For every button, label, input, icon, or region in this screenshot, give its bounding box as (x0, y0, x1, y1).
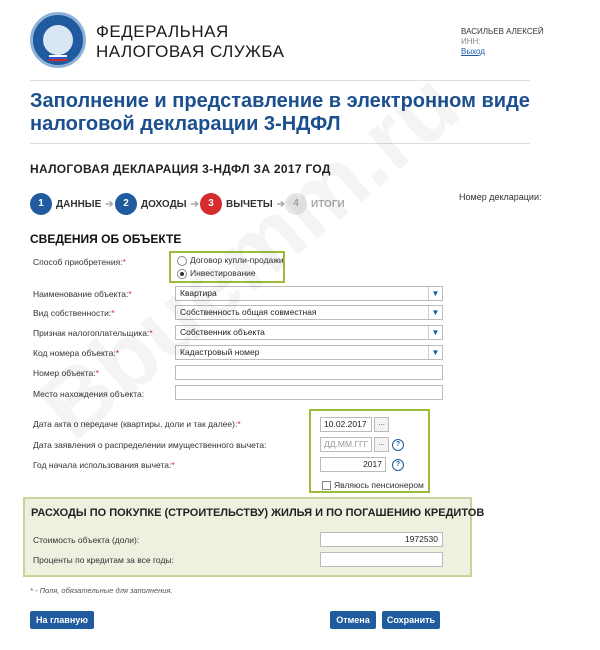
step-label: ИТОГИ (311, 198, 345, 210)
object-location-label: Место нахождения объекта: (33, 389, 145, 399)
step-deductions[interactable] (200, 193, 285, 215)
chevron-down-icon[interactable]: ▼ (428, 306, 442, 319)
step-label: ДОХОДЫ (141, 198, 187, 210)
cost-input[interactable]: 1972530 (320, 532, 443, 547)
declaration-number-label: Номер декларации: (459, 192, 542, 202)
arrow-icon: ➔ (276, 198, 285, 210)
help-icon[interactable]: ? (392, 459, 404, 471)
step-label: ДАННЫЕ (56, 198, 102, 210)
object-location-input[interactable] (175, 385, 443, 400)
expenses-title: РАСХОДЫ ПО ПОКУПКЕ (СТРОИТЕЛЬСТВУ) ЖИЛЬЯ И ПО ПОГАШЕНИЮ КРЕДИТОВ (31, 507, 485, 519)
user-name: ВАСИЛЬЕВ АЛЕКСЕЙ (461, 27, 544, 36)
year-input[interactable]: 2017 (320, 457, 386, 472)
radio-purchase[interactable]: Договор купли-продажи (177, 255, 284, 266)
object-name-select[interactable]: Квартира ▼ (175, 286, 443, 301)
section-title-object: СВЕДЕНИЯ ОБ ОБЪЕКТЕ (30, 232, 182, 246)
calendar-button[interactable]: ... (374, 417, 389, 432)
user-info (461, 27, 544, 57)
divider (30, 80, 530, 81)
object-code-label: Код номера объекта:* (33, 348, 119, 358)
radio-button[interactable] (177, 269, 187, 279)
org-name-line1: ФЕДЕРАЛЬНАЯ (96, 22, 229, 41)
act-date-input[interactable]: 10.02.2017 (320, 417, 372, 432)
year-label: Год начала использования вычета:* (33, 460, 175, 470)
checkbox[interactable] (322, 481, 331, 490)
statement-date-label: Дата заявления о распределении имущественного вычета: (33, 440, 267, 450)
inn-label: ИНН: (461, 37, 481, 46)
save-button[interactable]: Сохранить (382, 611, 440, 629)
radio-button[interactable] (177, 256, 187, 266)
arrow-icon: ➔ (105, 198, 114, 210)
radio-investment[interactable]: Инвестирование (177, 268, 256, 279)
act-date-label: Дата акта о передаче (квартиры, доли и так далее):* (33, 419, 241, 429)
help-icon[interactable]: ? (392, 439, 404, 451)
header (0, 0, 600, 80)
step-number: 4 (285, 193, 307, 215)
ownership-select[interactable]: Собственность общая совместная ▼ (175, 305, 443, 320)
fns-logo (30, 12, 86, 68)
object-number-input[interactable] (175, 365, 443, 380)
step-label: ВЫЧЕТЫ (226, 198, 273, 210)
chevron-down-icon[interactable]: ▼ (428, 326, 442, 339)
cost-label: Стоимость объекта (доли): (33, 535, 140, 545)
step-number: 3 (200, 193, 222, 215)
required-note: * - Поля, обязательные для заполнения. (30, 586, 173, 595)
step-income[interactable] (115, 193, 199, 215)
ownership-label: Вид собственности:* (33, 308, 115, 318)
org-name-line2: НАЛОГОВАЯ СЛУЖБА (96, 42, 285, 61)
step-number: 1 (30, 193, 52, 215)
page-title: Заполнение и представление в электронном виде налоговой декларации 3-НДФЛ (30, 90, 530, 135)
declaration-title: НАЛОГОВАЯ ДЕКЛАРАЦИЯ 3-НДФЛ ЗА 2017 ГОД (30, 162, 331, 176)
interest-input[interactable] (320, 552, 443, 567)
chevron-down-icon[interactable]: ▼ (428, 287, 442, 300)
cancel-button[interactable]: Отмена (330, 611, 376, 629)
taxpayer-select[interactable]: Собственник объекта ▼ (175, 325, 443, 340)
calendar-button[interactable]: ... (374, 437, 389, 452)
step-data[interactable] (30, 193, 114, 215)
interest-label: Проценты по кредитам за все годы: (33, 555, 174, 565)
home-button[interactable]: На главную (30, 611, 94, 629)
acquisition-label: Способ приобретения:* (33, 257, 126, 267)
pensioner-checkbox[interactable]: Являюсь пенсионером (322, 480, 424, 490)
statement-date-input[interactable]: ДД.ММ.ГГГ (320, 437, 372, 452)
object-code-select[interactable]: Кадастровый номер ▼ (175, 345, 443, 360)
step-number: 2 (115, 193, 137, 215)
arrow-icon: ➔ (190, 198, 199, 210)
divider (30, 143, 530, 144)
object-name-label: Наименование объекта:* (33, 289, 132, 299)
object-number-label: Номер объекта:* (33, 368, 99, 378)
chevron-down-icon[interactable]: ▼ (428, 346, 442, 359)
logout-link[interactable]: Выход (461, 47, 485, 56)
org-name (96, 22, 284, 62)
taxpayer-label: Признак налогоплательщика:* (33, 328, 153, 338)
step-results (285, 193, 345, 215)
